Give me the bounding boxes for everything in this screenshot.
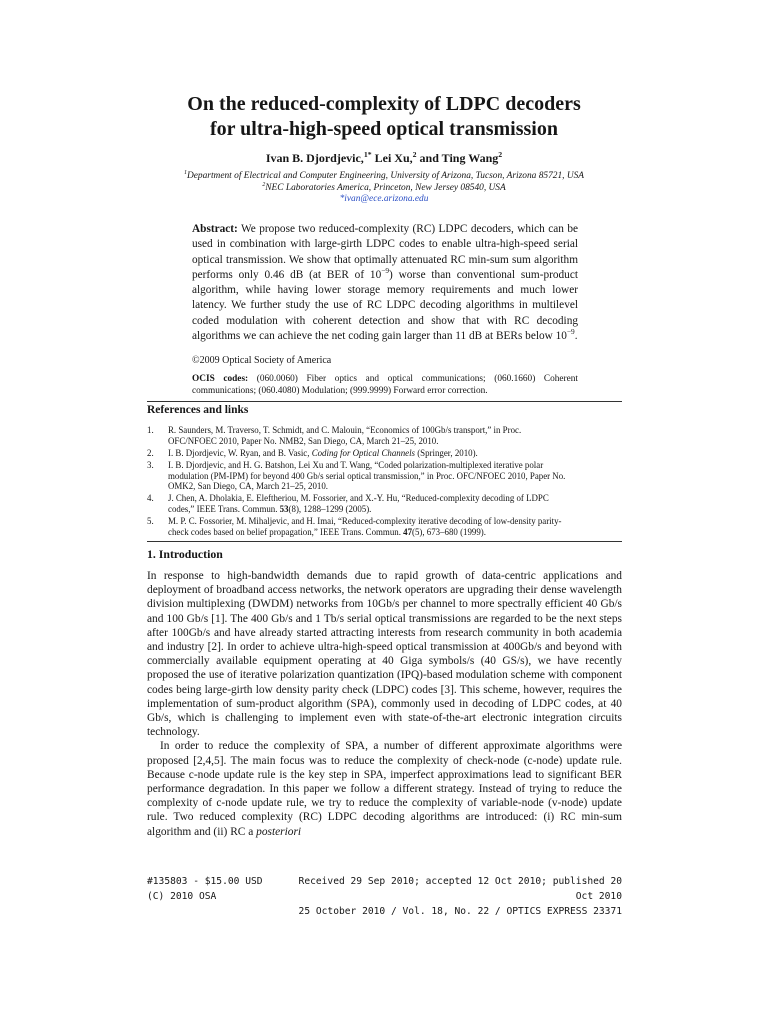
reference-pages: (5), 673–680 (1999). bbox=[412, 526, 486, 537]
reference-line: modulation (PM-IPM) for beyond 400 Gb/s serial optical transmission,” in Proc. OFC/NFOEC 2010, Paper No. bbox=[168, 470, 566, 481]
affiliations bbox=[80, 171, 688, 206]
abstract-text-2: ) worse than conventional sum-product algorithm, while having lower storage memory requirements and much lower latency. We further study the use of RC LDPC decoding algorithms in multilevel coded modulation with coherent detection and show that with RC decoding algorithms we can achieve the net coding gain larger than 11 dB at BERs below 10 bbox=[192, 268, 578, 343]
footer-price: #135803 - $15.00 USD bbox=[147, 876, 263, 887]
affiliation-2-mark: 2 bbox=[262, 181, 266, 188]
reference-item bbox=[147, 493, 622, 514]
divider-top bbox=[147, 401, 622, 402]
abstract-exponent-1: −9 bbox=[381, 266, 390, 276]
intro-paragraph-2 bbox=[147, 739, 622, 838]
ocis-codes bbox=[192, 373, 578, 397]
intro-paragraph-2-italic: posteriori bbox=[256, 825, 302, 838]
author-2: Lei Xu, bbox=[371, 151, 413, 165]
affiliation-2-text: NEC Laboratories America, Princeton, New Jersey 08540, USA bbox=[265, 182, 506, 193]
author-3-affiliation-mark: 2 bbox=[498, 150, 503, 159]
abstract-exponent-2: −9 bbox=[566, 327, 575, 337]
reference-line bbox=[168, 448, 622, 459]
introduction-body bbox=[147, 569, 622, 839]
corresponding-email-link[interactable]: *ivan@ece.arizona.edu bbox=[339, 194, 429, 204]
abstract-text-1: We propose two reduced-complexity (RC) LDPC decoders, which can be used in combination with large-girth LDPC codes to enable ultra-high-speed serial optical transmission. We show that optimally attenuated RC min-sum sum algorithm performs only 0.46 dB (at BER of 10 bbox=[192, 223, 578, 281]
author-list bbox=[80, 150, 688, 166]
reference-item bbox=[147, 425, 622, 446]
intro-paragraph-2-text: In order to reduce the complexity of SPA, a number of different approximate algorithms were proposed [2,4,5]. The main focus was to reduce the complexity of check-node (c-node) update rule. Because c-node update rule is the key step in SPA, imperfect approximations lead to significant BER performance degradation. In this paper we follow a different strategy. Instead of trying to reduce the complexity of c-node update rule, we try to reduce the complexity of variable-node (v-node) update rule. Two reduced complexity (RC) LDPC decoding algorithms are introduced: (i) RC min-sum algorithm and (ii) RC a bbox=[147, 740, 622, 838]
abstract bbox=[192, 222, 578, 344]
reference-number: 5. bbox=[147, 516, 154, 527]
reference-line: R. Saunders, M. Traverso, T. Schmidt, and C. Malouin, “Economics of 100Gb/s transport,” in Proc. bbox=[168, 425, 522, 435]
reference-volume: 53 bbox=[279, 504, 289, 515]
reference-number: 4. bbox=[147, 493, 154, 504]
affiliation-2 bbox=[80, 183, 688, 195]
affiliation-1-text: Department of Electrical and Computer Engineering, University of Arizona, Tucson, Arizona 85721, USA bbox=[187, 171, 585, 181]
footer-journal-citation: 25 October 2010 / Vol. 18, No. 22 / OPTICS EXPRESS 23371 bbox=[298, 906, 622, 917]
references-heading: References and links bbox=[147, 404, 249, 416]
reference-line: I. B. Djordjevic, and H. G. Batshon, Lei Xu and T. Wang, “Coded polarization-multiplexed iterative polar bbox=[168, 459, 544, 470]
reference-publisher: (Springer, 2010). bbox=[415, 447, 478, 458]
reference-line: OMK2, San Diego, CA, March 21–25, 2010. bbox=[168, 481, 328, 492]
affiliation-1 bbox=[80, 171, 688, 183]
reference-number: 1. bbox=[147, 425, 154, 435]
reference-authors: I. B. Djordjevic, W. Ryan, and B. Vasic, bbox=[168, 447, 312, 458]
footer-copyright: (C) 2010 OSA bbox=[147, 891, 217, 902]
ocis-text: (060.0060) Fiber optics and optical communications; (060.1660) Coherent communications; (060.4080) Modulation; (999.9999) Forward error correction. bbox=[192, 374, 578, 396]
footer-right bbox=[290, 874, 622, 919]
reference-number: 2. bbox=[147, 447, 154, 458]
affiliation-1-mark: 1 bbox=[183, 169, 187, 176]
reference-journal: codes,” IEEE Trans. Commun. bbox=[168, 504, 280, 515]
reference-list bbox=[147, 425, 622, 539]
author-1-affiliation-mark: 1* bbox=[363, 150, 372, 159]
title-line-2: for ultra-high-speed optical transmission bbox=[210, 118, 558, 140]
paper-title bbox=[80, 92, 688, 142]
title-line-1: On the reduced-complexity of LDPC decoders bbox=[187, 93, 581, 115]
section-heading: 1. Introduction bbox=[147, 547, 223, 561]
copyright-notice: ©2009 Optical Society of America bbox=[192, 355, 332, 366]
abstract-text-3: . bbox=[574, 330, 578, 343]
reference-journal: check codes based on belief propagation,” IEEE Trans. Commun. bbox=[168, 526, 404, 537]
reference-line: M. P. C. Fossorier, M. Mihaljevic, and H. Imai, “Reduced-complexity iterative decoding of low-density parity- bbox=[168, 516, 562, 527]
reference-book-title: Coding for Optical Channels bbox=[311, 447, 415, 458]
author-2-affiliation-mark: 2 bbox=[412, 150, 417, 159]
author-1: Ivan B. Djordjevic, bbox=[265, 151, 364, 165]
reference-volume: 47 bbox=[403, 526, 413, 537]
reference-item bbox=[147, 448, 622, 459]
reference-item bbox=[147, 460, 622, 492]
reference-line: OFC/NFOEC 2010, Paper No. NMB2, San Diego, CA, March 21–25, 2010. bbox=[168, 435, 439, 446]
reference-item bbox=[147, 516, 622, 537]
reference-line bbox=[168, 527, 622, 538]
abstract-label: Abstract: bbox=[192, 223, 238, 235]
reference-pages: (8), 1288–1299 (2005). bbox=[288, 504, 372, 515]
ocis-label: OCIS codes: bbox=[192, 374, 249, 384]
footer-left bbox=[147, 874, 263, 904]
footer-dates: Received 29 Sep 2010; accepted 12 Oct 2010; published 20 Oct 2010 bbox=[298, 876, 622, 902]
reference-line bbox=[168, 504, 622, 515]
reference-number: 3. bbox=[147, 459, 154, 470]
intro-paragraph-1: In response to high-bandwidth demands due to rapid growth of data-centric applications and deployment of broadband access networks, the network operators are upgrading their dense wavelength division multiplexing (DWDM) networks from 10Gb/s per channel to more spectrally efficient 40 Gb/s and 100 Gb/s [1]. The 400 Gb/s and 1 Tb/s serial optical transmissions are regarded to be the next steps after 100Gb/s and have already started attracting interests from research community in both academia and industry [2]. In order to achieve ultra-high-speed optical transmission at 400Gb/s and beyond with commercially available equipment operating at 40 Giga symbols/s (40 GS/s), we have recently proposed the use of iterative polarization quantization (IPQ)-based modulation scheme with component codes being large-girth low density parity check (LDPC) codes [3]. This scheme, however, requires the implementation of sum-product algorithm (SPA), commonly used in decoding of LDPC codes, at 40 Gb/s, which is challenging to implement even with state-of-the-art electronic integration circuits technology. bbox=[147, 570, 622, 739]
author-3: and Ting Wang bbox=[416, 151, 499, 165]
divider-bottom bbox=[147, 541, 622, 542]
reference-line: J. Chen, A. Dholakia, E. Eleftheriou, M. Fossorier, and X.-Y. Hu, “Reduced-complexity decoding of LDPC bbox=[168, 493, 549, 504]
